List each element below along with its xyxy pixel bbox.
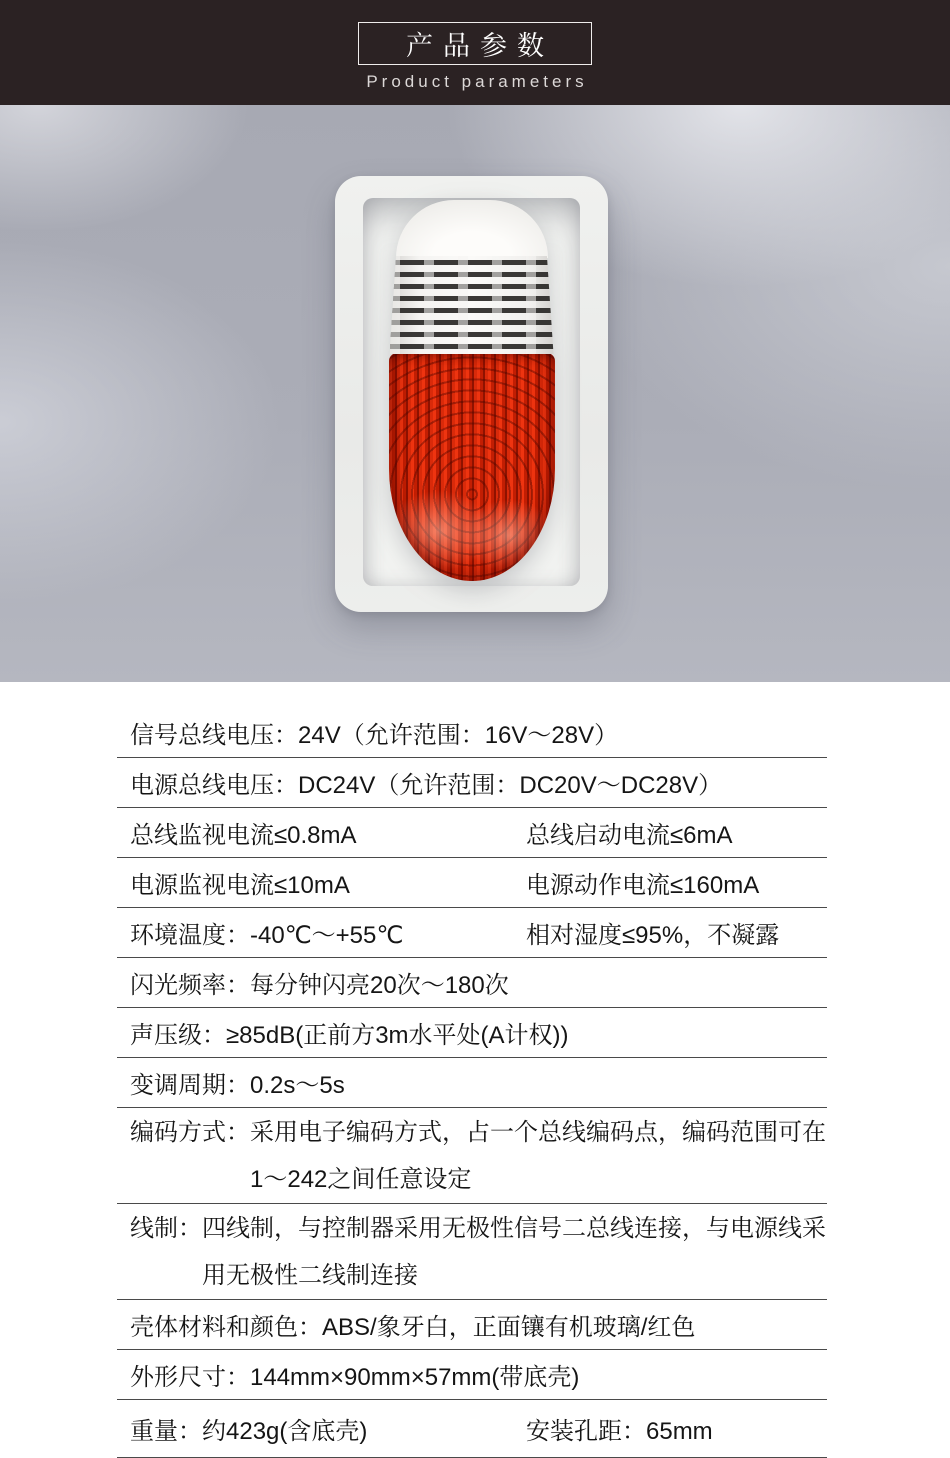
spec-cell-left: 电源监视电流≤10mA [130, 872, 350, 899]
spec-row [117, 1008, 827, 1058]
spec-text: 变调周期：0.2s～5s [130, 1072, 345, 1099]
spec-line-1: 编码方式：采用电子编码方式，占一个总线编码点，编码范围可在 [130, 1118, 826, 1146]
spec-text: 声压级：≥85dB(正前方3m水平处(A计权)) [130, 1022, 569, 1049]
alarm-red-strobe-lens [389, 353, 555, 581]
spec-text: 壳体材料和颜色：ABS/象牙白，正面镶有机玻璃/红色 [130, 1314, 696, 1341]
spec-cell-right: 安装孔距：65mm [526, 1418, 713, 1445]
page-subtitle: Product parameters [366, 72, 588, 91]
spec-row [117, 958, 827, 1008]
spec-cell-left: 总线监视电流≤0.8mA [130, 822, 357, 849]
alarm-sounder-body [389, 200, 555, 586]
alarm-base-plate [335, 176, 608, 612]
spec-cell-left: 重量：约423g(含底壳) [130, 1418, 368, 1445]
spec-row [117, 808, 827, 858]
spec-row [117, 708, 827, 758]
spec-cell-right: 相对湿度≤95%，不凝露 [526, 922, 780, 949]
title-box [358, 22, 592, 65]
spec-row [117, 1204, 827, 1300]
section-header [0, 0, 950, 105]
spec-row [117, 758, 827, 808]
spec-row [117, 1058, 827, 1108]
alarm-dome-cap [396, 200, 548, 258]
spec-line-2: 1～242之间任意设定 [250, 1165, 472, 1193]
spec-cell-right: 电源动作电流≤160mA [526, 872, 760, 899]
spec-text: 电源总线电压：DC24V（允许范围：DC20V～DC28V） [130, 772, 723, 799]
spec-row [117, 1400, 827, 1458]
spec-cell-right: 总线启动电流≤6mA [526, 822, 733, 849]
spec-row [117, 908, 827, 958]
product-photo [0, 105, 950, 682]
spec-row [117, 1350, 827, 1400]
spec-text: 闪光频率：每分钟闪亮20次～180次 [130, 972, 509, 999]
spec-line-2: 用无极性二线制连接 [202, 1261, 418, 1289]
spec-text [117, 1109, 827, 1203]
spec-line-1: 线制：四线制，与控制器采用无极性信号二总线连接，与电源线采 [130, 1214, 826, 1242]
spec-text [117, 1205, 827, 1299]
spec-text: 信号总线电压：24V（允许范围：16V～28V） [130, 722, 619, 749]
spec-text: 外形尺寸：144mm×90mm×57mm(带底壳) [130, 1364, 580, 1391]
page-title: 产品参数 [406, 31, 554, 61]
spec-row [117, 1108, 827, 1204]
alarm-speaker-grille [390, 256, 554, 354]
spec-cell-left: 环境温度：-40℃～+55℃ [130, 922, 404, 949]
spec-row [117, 858, 827, 908]
spec-table [117, 708, 827, 1458]
spec-row [117, 1300, 827, 1350]
